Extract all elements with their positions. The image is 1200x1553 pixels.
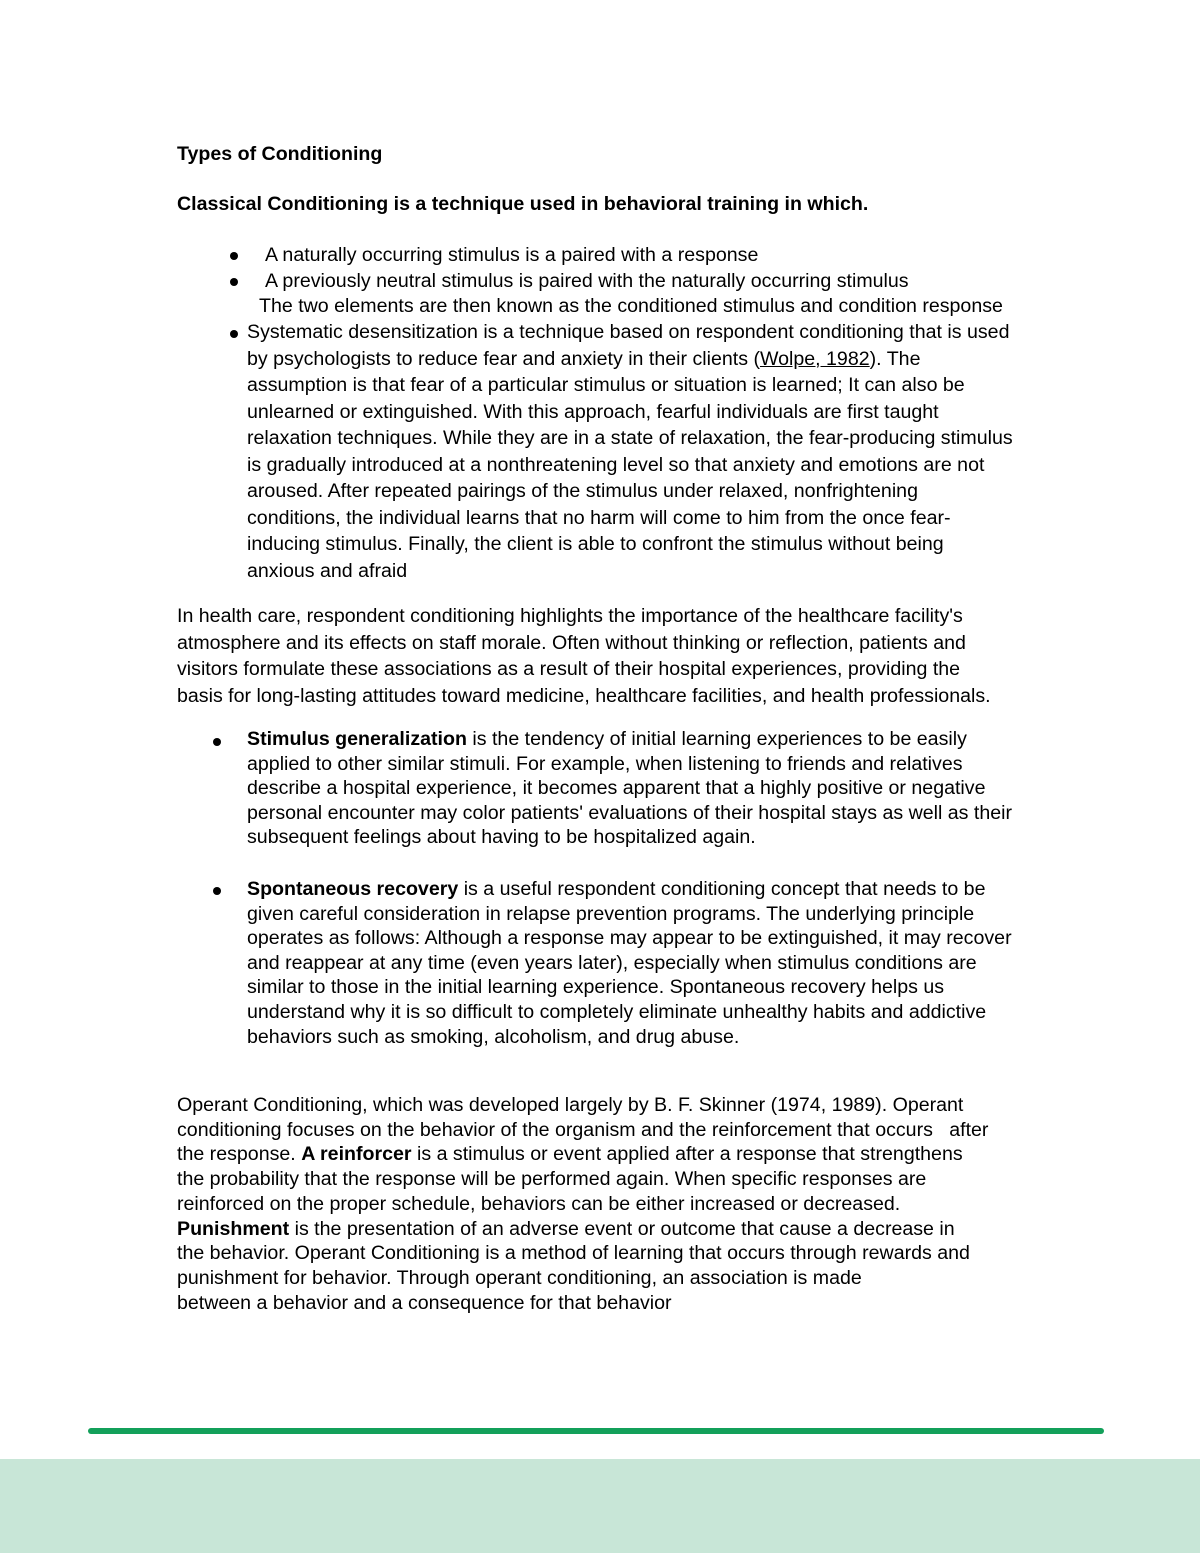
paragraph-line: and reappear at any time (even years later), especially when stimulus conditions are xyxy=(247,951,977,974)
bullet-icon xyxy=(230,278,238,286)
bullet-icon xyxy=(230,330,238,338)
paragraph-line: applied to other similar stimuli. For example, when listening to friends and relatives xyxy=(247,752,963,775)
paragraph-line: assumption is that fear of a particular stimulus or situation is learned; It can also be xyxy=(247,374,965,396)
generalization-item xyxy=(247,727,1177,850)
paragraph-line: anxious and afraid xyxy=(247,559,408,582)
accent-divider xyxy=(88,1428,1104,1434)
paragraph-line xyxy=(247,877,1177,902)
elements-note xyxy=(259,293,1189,320)
paragraph-line xyxy=(177,1217,1107,1242)
term-bold: Punishment xyxy=(177,1217,290,1240)
paragraph-line: basis for long-lasting attitudes toward medicine, healthcare facilities, and health professionals. xyxy=(177,684,991,707)
paragraph-line: atmosphere and its effects on staff morale. Often without thinking or reflection, patients and xyxy=(177,631,966,654)
paragraph-line: subsequent feelings about having to be hospitalized again. xyxy=(247,826,756,849)
paragraph-line: given careful consideration in relapse prevention programs. The underlying principle xyxy=(247,902,975,925)
bullet-text: A previously neutral stimulus is paired with the naturally occurring stimulus xyxy=(265,270,909,292)
footer-band xyxy=(0,1459,1200,1553)
line-segment: ). The xyxy=(869,347,921,370)
paragraph-line: Systematic desensitization is a technique based on respondent conditioning that is used xyxy=(247,321,1010,343)
paragraph-line xyxy=(177,1142,1107,1167)
paragraph-line: similar to those in the initial learning experience. Spontaneous recovery helps us xyxy=(247,976,945,999)
list-item xyxy=(265,242,1195,269)
paragraph-line-with-citation xyxy=(247,346,1177,373)
desensitization-item xyxy=(247,319,1177,584)
paragraph-line: inducing stimulus. Finally, the client is able to confront the stimulus without being xyxy=(247,533,944,555)
line-segment: by psychologists to reduce fear and anxiety in their clients ( xyxy=(247,347,760,370)
paragraph-line: unlearned or extinguished. With this approach, fearful individuals are first taught xyxy=(247,400,939,423)
bullet-text: A naturally occurring stimulus is a paired with a response xyxy=(265,244,759,266)
paragraph-line: In health care, respondent conditioning highlights the importance of the healthcare facility's xyxy=(177,605,963,627)
bullet-icon xyxy=(230,252,238,260)
paragraph-line: personal encounter may color patients' evaluations of their hospital stays as well as their xyxy=(247,801,1013,824)
paragraph-line: Operant Conditioning, which was developed largely by B. F. Skinner (1974, 1989). Operant xyxy=(177,1094,964,1116)
paragraph-line: visitors formulate these associations as a result of their hospital experiences, providing the xyxy=(177,658,961,680)
paragraph-line xyxy=(247,727,1177,752)
line-segment: is the tendency of initial learning experiences to be easily xyxy=(466,728,967,750)
paragraph-line: aroused. After repeated pairings of the stimulus under relaxed, nonfrightening xyxy=(247,480,918,502)
paragraph-line: punishment for behavior. Through operant conditioning, an association is made xyxy=(177,1266,862,1289)
recovery-item xyxy=(247,877,1177,1049)
term-bold: A reinforcer xyxy=(301,1143,412,1166)
paragraph-line: conditioning focuses on the behavior of the organism and the reinforcement that occurs after xyxy=(177,1118,989,1141)
classical-intro xyxy=(177,191,1107,218)
paragraph-line: between a behavior and a consequence for that behavior xyxy=(177,1291,672,1314)
elements-note-text: The two elements are then known as the conditioned stimulus and condition response xyxy=(259,295,1003,317)
bullet-icon xyxy=(213,738,221,746)
paragraph-line: relaxation techniques. While they are in a state of relaxation, the fear-producing stimulus xyxy=(247,427,1013,449)
list-item xyxy=(265,268,1195,295)
paragraph-line: understand why it is so difficult to completely eliminate unhealthy habits and addictive xyxy=(247,1000,987,1023)
paragraph-line: conditions, the individual learns that no harm will come to him from the once fear- xyxy=(247,506,951,529)
line-segment: is the presentation of an adverse event or outcome that cause a decrease in xyxy=(289,1217,955,1240)
paragraph-line: the probability that the response will be performed again. When specific responses are xyxy=(177,1168,927,1191)
term-bold: Spontaneous recovery xyxy=(247,878,459,900)
bullet-icon xyxy=(213,887,221,895)
line-segment: is a useful respondent conditioning concept that needs to be xyxy=(458,878,986,900)
line-segment: is a stimulus or event applied after a response that strengthens xyxy=(411,1143,963,1166)
page-title xyxy=(177,141,1107,168)
paragraph-line: describe a hospital experience, it becomes apparent that a highly positive or negative xyxy=(247,777,986,800)
paragraph-line: operates as follows: Although a response may appear to be extinguished, it may recover xyxy=(247,927,1012,950)
health-care-paragraph xyxy=(177,603,1107,709)
paragraph-line: the behavior. Operant Conditioning is a method of learning that occurs through rewards and xyxy=(177,1242,970,1265)
line-segment: the response. xyxy=(177,1143,302,1166)
paragraph-line: is gradually introduced at a nonthreatening level so that anxiety and emotions are not xyxy=(247,453,985,476)
term-bold: Stimulus generalization xyxy=(247,728,467,750)
title-text: Types of Conditioning xyxy=(177,143,383,165)
operant-paragraph xyxy=(177,1093,1107,1315)
classical-intro-text: Classical Conditioning is a technique used in behavioral training in which. xyxy=(177,193,869,215)
paragraph-line: reinforced on the proper schedule, behaviors can be either increased or decreased. xyxy=(177,1192,901,1215)
paragraph-line: behaviors such as smoking, alcoholism, and drug abuse. xyxy=(247,1025,740,1048)
citation-link[interactable]: Wolpe, 1982 xyxy=(759,347,870,370)
